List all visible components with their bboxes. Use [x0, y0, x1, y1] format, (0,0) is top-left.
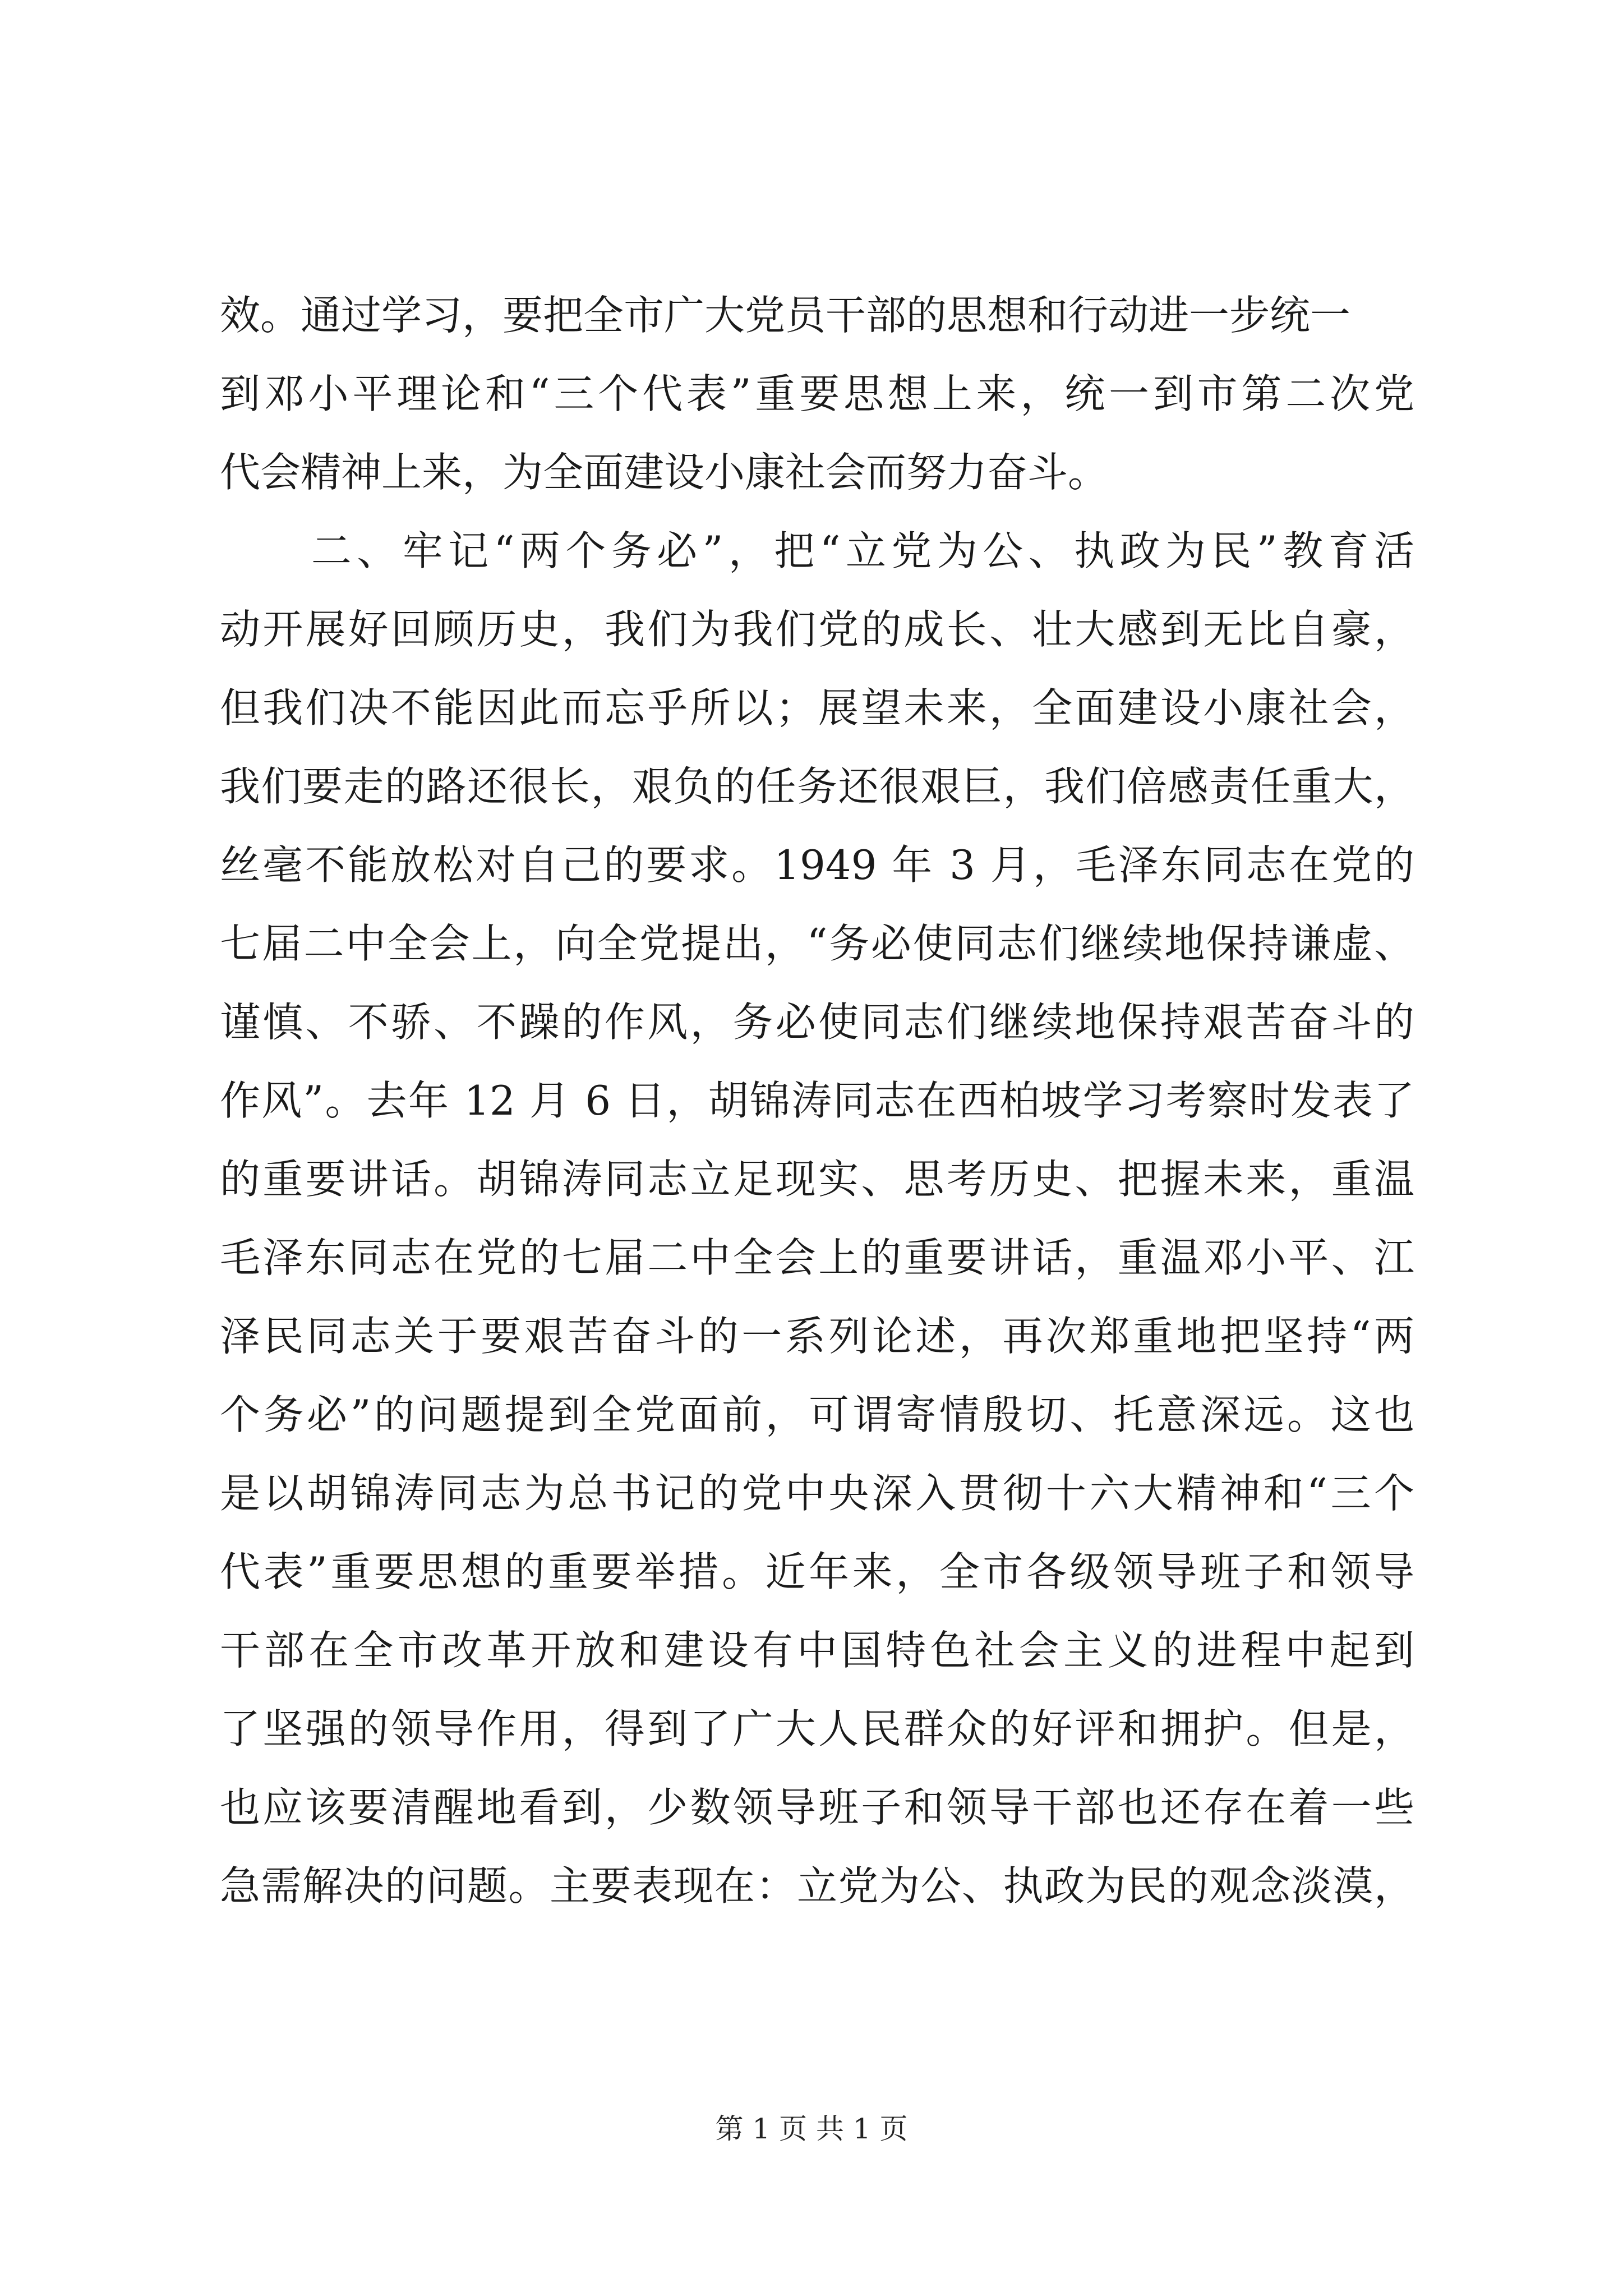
- text-line: 我们要走的路还很长，艰负的任务还很艰巨，我们倍感责任重大，: [220, 763, 1414, 810]
- text-line: 的重要讲话。胡锦涛同志立足现实、思考历史、把握未来，重温: [220, 1156, 1414, 1203]
- text-line: 急需解决的问题。主要表现在：立党为公、执政为民的观念淡漠，: [220, 1862, 1414, 1910]
- text-line: 是以胡锦涛同志为总书记的党中央深入贯彻十六大精神和“三个: [220, 1470, 1414, 1517]
- text-line: 七届二中全会上，向全党提出，“务必使同志们继续地保持谦虚、: [220, 920, 1414, 967]
- text-line: 作风”。去年 12 月 6 日，胡锦涛同志在西柏坡学习考察时发表了: [220, 1077, 1414, 1124]
- page-footer: 第 1 页 共 1 页: [715, 2113, 908, 2145]
- text-line: 泽民同志关于要艰苦奋斗的一系列论述，再次郑重地把坚持“两: [220, 1313, 1414, 1360]
- text-line: 干部在全市改革开放和建设有中国特色社会主义的进程中起到: [220, 1627, 1414, 1674]
- text-line: 二、牢记“两个务必”，把“立党为公、执政为民”教育活: [220, 527, 1414, 574]
- text-line: 丝毫不能放松对自己的要求。1949 年 3 月，毛泽东同志在党的: [220, 841, 1414, 889]
- text-line: 但我们决不能因此而忘乎所以；展望未来，全面建设小康社会，: [220, 684, 1414, 731]
- text-line: 毛泽东同志在党的七届二中全会上的重要讲话，重温邓小平、江: [220, 1234, 1414, 1281]
- body-text: [220, 276, 1414, 1925]
- text-line: 了坚强的领导作用，得到了广大人民群众的好评和拥护。但是，: [220, 1705, 1414, 1752]
- text-line: 代会精神上来，为全面建设小康社会而努力奋斗。: [220, 449, 1109, 496]
- text-line: 个务必”的问题提到全党面前，可谓寄情殷切、托意深远。这也: [220, 1391, 1414, 1438]
- text-line: 到邓小平理论和“三个代表”重要思想上来，统一到市第二次党: [220, 370, 1414, 417]
- text-line: 谨慎、不骄、不躁的作风，务必使同志们继续地保持艰苦奋斗的: [220, 999, 1414, 1046]
- text-line: 也应该要清醒地看到，少数领导班子和领导干部也还存在着一些: [220, 1784, 1414, 1831]
- text-line: 代表”重要思想的重要举措。近年来，全市各级领导班子和领导: [220, 1548, 1414, 1595]
- text-line: 动开展好回顾历史，我们为我们党的成长、壮大感到无比自豪，: [220, 606, 1414, 653]
- text-line: 效。通过学习，要把全市广大党员干部的思想和行动进一步统一: [220, 292, 1351, 339]
